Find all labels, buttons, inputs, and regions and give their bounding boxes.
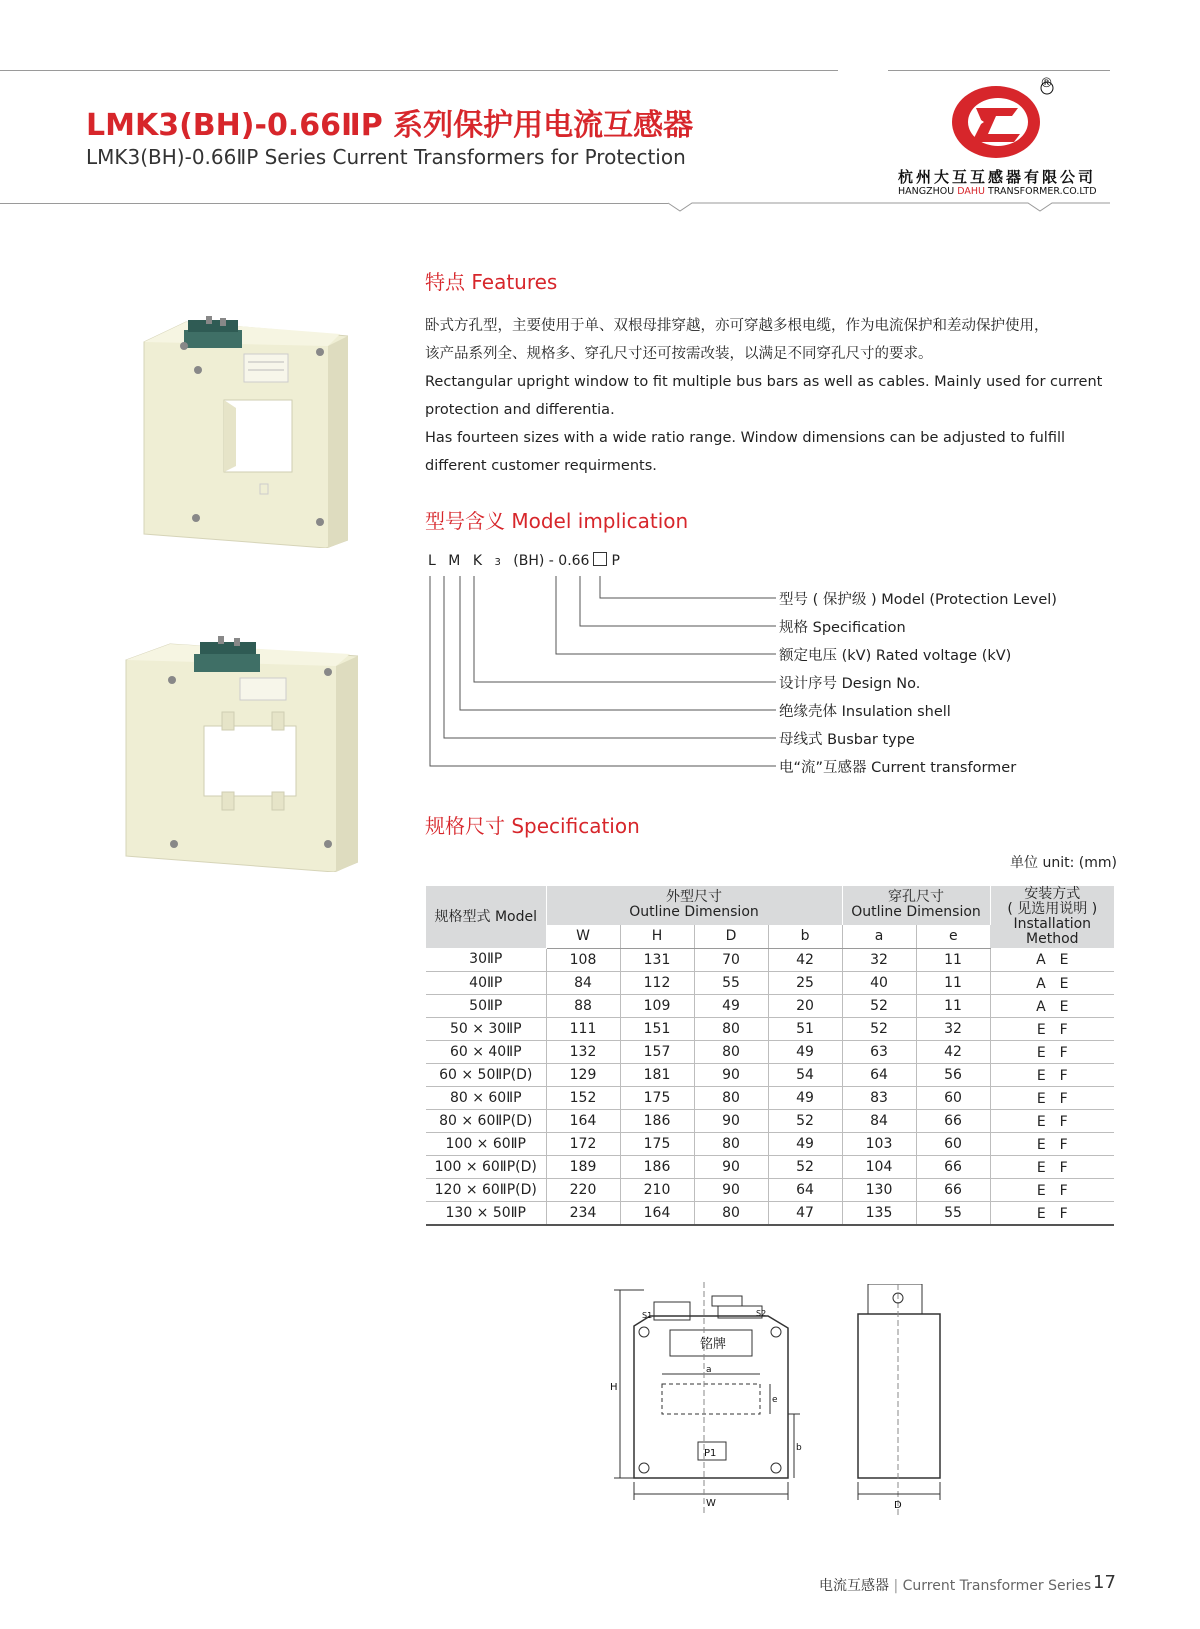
table-cell: 55: [916, 1201, 990, 1225]
table-cell: 52: [842, 1017, 916, 1040]
table-cell: 70: [694, 948, 768, 971]
label-s1: S1: [642, 1311, 653, 1320]
code-bh: (BH) - 0.66: [513, 553, 590, 569]
col-hole-cn: 穿孔尺寸: [888, 889, 945, 906]
table-cell: 52: [768, 1109, 842, 1132]
table-cell: 108: [546, 948, 620, 971]
col-hole-en: Outline Dimension: [851, 904, 981, 921]
spec-box: [593, 552, 607, 566]
table-cell: 186: [620, 1109, 694, 1132]
table-cell: 90: [694, 1109, 768, 1132]
table-cell: 130: [842, 1178, 916, 1201]
code-p: P: [611, 553, 622, 569]
table-cell: 64: [768, 1178, 842, 1201]
col-install-en: Installation Method: [1013, 916, 1092, 947]
table-cell: 60 × 50ⅡP(D): [426, 1063, 546, 1086]
model-label-design: 设计序号 Design No.: [779, 676, 921, 692]
table-cell: 50 × 30ⅡP: [426, 1017, 546, 1040]
features-text: [425, 312, 1113, 480]
table-cell: 66: [916, 1155, 990, 1178]
header-bottom-rule: [0, 203, 668, 204]
table-cell: 152: [546, 1086, 620, 1109]
header-top-rule-right: [888, 70, 1110, 71]
label-h: H: [610, 1382, 618, 1393]
model-label-voltage: 额定电压 (kV) Rated voltage (kV): [779, 648, 1012, 664]
table-row: [426, 1178, 1114, 1201]
table-cell: 20: [768, 994, 842, 1017]
table-cell: 52: [768, 1155, 842, 1178]
footer-series-cn: 电流互感器: [819, 1578, 889, 1594]
table-cell: 120 × 60ⅡP(D): [426, 1178, 546, 1201]
col-install-cn: 安装方式: [1024, 886, 1081, 902]
label-b: b: [796, 1443, 802, 1453]
table-cell: E F: [990, 1086, 1114, 1109]
table-cell: 63: [842, 1040, 916, 1063]
table-cell: 49: [694, 994, 768, 1017]
table-cell: 189: [546, 1155, 620, 1178]
table-cell: 135: [842, 1201, 916, 1225]
sub-a: a: [842, 925, 916, 948]
sub-h: H: [620, 925, 694, 948]
table-cell: 83: [842, 1086, 916, 1109]
footer-series-en: Current Transformer Series: [902, 1578, 1092, 1594]
table-cell: 210: [620, 1178, 694, 1201]
sub-d: D: [694, 925, 768, 948]
company-name-en: HANGZHOU DAHU TRANSFORMER.CO.LTD: [898, 186, 1097, 197]
table-cell: 164: [620, 1201, 694, 1225]
sub-w: W: [546, 925, 620, 948]
features-heading: 特点 Features: [425, 270, 558, 294]
model-label-insulation: 绝缘壳体 Insulation shell: [779, 704, 951, 720]
table-cell: 47: [768, 1201, 842, 1225]
label-nameplate: 铭牌: [700, 1337, 727, 1352]
table-cell: 51: [768, 1017, 842, 1040]
table-cell: 130 × 50ⅡP: [426, 1201, 546, 1225]
footer-separator: |: [889, 1578, 903, 1594]
table-cell: 157: [620, 1040, 694, 1063]
table-cell: 80 × 60ⅡP: [426, 1086, 546, 1109]
col-outline-cn: 外型尺寸: [666, 889, 722, 906]
model-leader-lines: [420, 570, 780, 770]
table-cell: 90: [694, 1178, 768, 1201]
table-cell: 111: [546, 1017, 620, 1040]
table-row: [426, 1040, 1114, 1063]
table-cell: E F: [990, 1178, 1114, 1201]
table-cell: 103: [842, 1132, 916, 1155]
table-cell: 55: [694, 971, 768, 994]
table-cell: 11: [916, 948, 990, 971]
outline-drawing-front: [610, 1282, 810, 1518]
table-cell: E F: [990, 1109, 1114, 1132]
features-cn-line-1: 卧式方孔型，主要使用于单、双根母排穿越，亦可穿越多根电缆，作为电流保护和差动保护使用，: [425, 318, 1049, 334]
col-install-cn2: ( 见选用说明 ): [1007, 901, 1098, 917]
table-row: [426, 1086, 1114, 1109]
model-label-specification: 规格 Specification: [779, 620, 906, 636]
col-hole: [842, 886, 990, 925]
table-cell: 25: [768, 971, 842, 994]
table-cell: 64: [842, 1063, 916, 1086]
table-row: [426, 1017, 1114, 1040]
table-row: [426, 1155, 1114, 1178]
table-cell: 66: [916, 1109, 990, 1132]
features-en-para-1: Rectangular upright window to fit multiple bus bars as well as cables. Mainly used for current protection and differentia.: [425, 374, 1103, 418]
col-model: 规格型式 Model: [426, 886, 546, 948]
model-heading: 型号含义 Model implication: [425, 509, 689, 533]
model-label-ct: 电“流”互感器 Current transformer: [779, 760, 1017, 776]
table-cell: 32: [842, 948, 916, 971]
table-row: [426, 1109, 1114, 1132]
table-cell: 129: [546, 1063, 620, 1086]
header-notch-right: [888, 197, 1110, 217]
table-cell: 60: [916, 1132, 990, 1155]
table-cell: 88: [546, 994, 620, 1017]
table-cell: 40ⅡP: [426, 971, 546, 994]
table-cell: 175: [620, 1132, 694, 1155]
label-a: a: [706, 1365, 712, 1375]
table-cell: 11: [916, 994, 990, 1017]
product-photo-1: [136, 316, 348, 548]
table-cell: 42: [916, 1040, 990, 1063]
table-cell: 234: [546, 1201, 620, 1225]
label-s2: S2: [756, 1309, 767, 1318]
page-title: LMK3(BH)-0.66ⅡP 系列保护用电流互感器: [86, 108, 694, 143]
code-k: K: [472, 553, 484, 569]
table-cell: 220: [546, 1178, 620, 1201]
table-cell: 49: [768, 1040, 842, 1063]
label-e: e: [772, 1395, 778, 1405]
table-cell: E F: [990, 1040, 1114, 1063]
table-cell: 80 × 60ⅡP(D): [426, 1109, 546, 1132]
table-cell: 52: [842, 994, 916, 1017]
col-outline-en: Outline Dimension: [629, 904, 759, 921]
col-install: [990, 886, 1114, 948]
features-cn-line-2: 该产品系列全、规格多、穿孔尺寸还可按需改装，以满足不同穿孔尺寸的要求。: [425, 346, 933, 362]
page-number: 17: [1093, 1572, 1116, 1593]
table-row: [426, 1063, 1114, 1086]
table-cell: 84: [546, 971, 620, 994]
label-d: D: [894, 1500, 902, 1511]
unit-label: 单位 unit: (mm): [1010, 855, 1117, 871]
table-cell: 186: [620, 1155, 694, 1178]
sub-e: e: [916, 925, 990, 948]
code-l: L: [428, 553, 438, 569]
registered-mark: ®: [1040, 76, 1053, 91]
spec-heading: 规格尺寸 Specification: [425, 814, 640, 838]
table-cell: 151: [620, 1017, 694, 1040]
col-outline: [546, 886, 842, 925]
company-name-cn: 杭州大互互感器有限公司: [898, 168, 1097, 186]
table-cell: 60 × 40ⅡP: [426, 1040, 546, 1063]
product-photo-2: [122, 636, 358, 872]
table-cell: E F: [990, 1132, 1114, 1155]
table-cell: 109: [620, 994, 694, 1017]
model-code: [428, 552, 622, 569]
table-cell: E F: [990, 1201, 1114, 1225]
table-cell: 49: [768, 1132, 842, 1155]
page-subtitle: LMK3(BH)-0.66ⅡP Series Current Transformers for Protection: [86, 145, 686, 169]
table-cell: 84: [842, 1109, 916, 1132]
spec-table: [426, 886, 1114, 1226]
table-cell: E F: [990, 1017, 1114, 1040]
code-3: 3: [494, 557, 503, 568]
table-cell: A E: [990, 971, 1114, 994]
table-cell: 100 × 60ⅡP: [426, 1132, 546, 1155]
table-row: [426, 994, 1114, 1017]
code-m: M: [448, 553, 463, 569]
table-cell: 112: [620, 971, 694, 994]
table-cell: 80: [694, 1017, 768, 1040]
table-cell: A E: [990, 948, 1114, 971]
table-cell: E F: [990, 1155, 1114, 1178]
table-cell: 90: [694, 1063, 768, 1086]
table-cell: 80: [694, 1132, 768, 1155]
table-cell: 50ⅡP: [426, 994, 546, 1017]
table-cell: 80: [694, 1086, 768, 1109]
footer-series: [819, 1575, 1091, 1595]
table-cell: A E: [990, 994, 1114, 1017]
table-cell: 40: [842, 971, 916, 994]
table-cell: 80: [694, 1201, 768, 1225]
table-cell: 56: [916, 1063, 990, 1086]
table-cell: 11: [916, 971, 990, 994]
table-cell: 164: [546, 1109, 620, 1132]
table-cell: 131: [620, 948, 694, 971]
table-cell: 49: [768, 1086, 842, 1109]
table-cell: E F: [990, 1063, 1114, 1086]
table-cell: 132: [546, 1040, 620, 1063]
table-row: [426, 971, 1114, 994]
table-cell: 100 × 60ⅡP(D): [426, 1155, 546, 1178]
table-cell: 175: [620, 1086, 694, 1109]
table-row: [426, 948, 1114, 971]
model-label-protection: 型号 ( 保护级 ) Model (Protection Level): [779, 592, 1057, 608]
features-en-para-2: Has fourteen sizes with a wide ratio range. Window dimensions can be adjusted to fulfill different customer requirments.: [425, 430, 1066, 474]
label-p1: P1: [704, 1448, 717, 1459]
table-cell: 60: [916, 1086, 990, 1109]
table-row: [426, 1201, 1114, 1225]
label-w: W: [706, 1498, 716, 1509]
table-cell: 172: [546, 1132, 620, 1155]
table-cell: 30ⅡP: [426, 948, 546, 971]
table-cell: 54: [768, 1063, 842, 1086]
table-cell: 104: [842, 1155, 916, 1178]
table-cell: 42: [768, 948, 842, 971]
outline-drawing-side: [852, 1284, 948, 1518]
header-top-rule: [0, 70, 838, 71]
table-cell: 80: [694, 1040, 768, 1063]
table-row: [426, 1132, 1114, 1155]
table-cell: 66: [916, 1178, 990, 1201]
model-label-busbar: 母线式 Busbar type: [779, 732, 915, 748]
table-cell: 32: [916, 1017, 990, 1040]
table-cell: 90: [694, 1155, 768, 1178]
sub-b: b: [768, 925, 842, 948]
table-cell: 181: [620, 1063, 694, 1086]
